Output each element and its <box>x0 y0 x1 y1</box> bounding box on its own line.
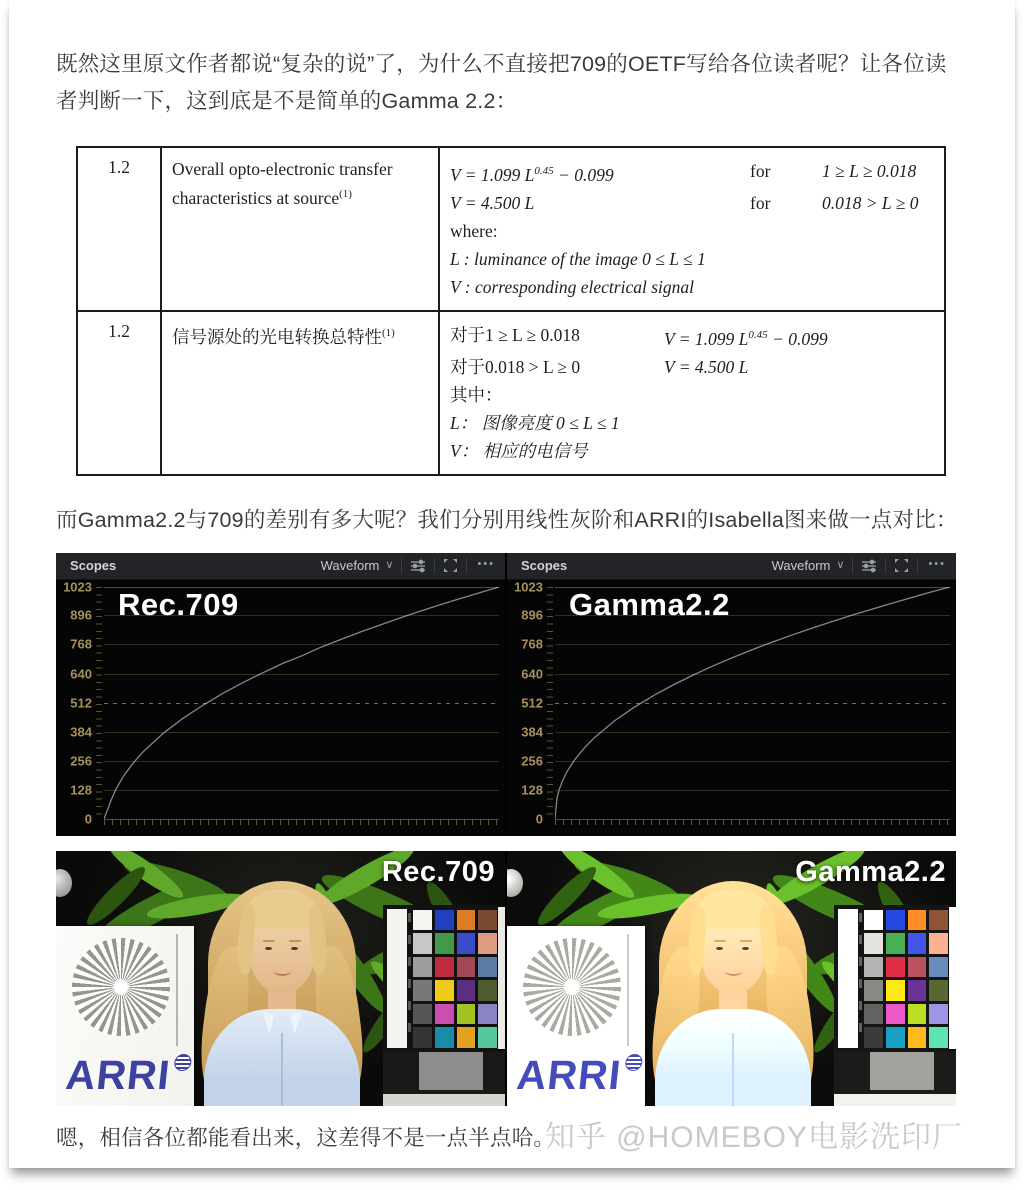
color-chip <box>864 957 883 978</box>
signal-definition-cn: V： 相应的电信号 <box>450 440 588 461</box>
color-chip <box>413 957 432 978</box>
y-tick-label: 768 <box>70 636 92 652</box>
isabella-comparison <box>56 851 956 1106</box>
scope-title: Scopes <box>70 558 117 574</box>
image-label-gamma22: Gamma2.2 <box>795 855 946 888</box>
color-chip <box>929 957 948 978</box>
scope-panel-rec709 <box>56 553 505 836</box>
color-chip <box>886 910 905 931</box>
paragraph-comparison: 而Gamma2.2与709的差别有多大呢？我们分别用线性灰阶和ARRI的Isabella图来做一点对比： <box>56 507 958 532</box>
y-tick-label: 512 <box>70 695 92 711</box>
scope-title: Scopes <box>521 558 568 574</box>
divider <box>401 558 402 574</box>
color-chip <box>929 980 948 1001</box>
clause-title-cn: 信号源处的光电转换总特性$^{(1)}$ <box>161 311 439 475</box>
color-chip <box>435 1004 454 1025</box>
arri-logo: ARRI <box>515 1052 644 1099</box>
chart-stand <box>419 1052 483 1090</box>
color-chip <box>929 1004 948 1025</box>
y-axis-minor-ticks <box>547 587 553 819</box>
color-chip <box>457 933 476 954</box>
scope-header <box>507 553 956 580</box>
condition-1-cn: 对于1 ≥ L ≥ 0.018 <box>450 324 580 345</box>
article-page <box>9 0 1015 1168</box>
color-chip <box>908 1027 927 1048</box>
color-chip <box>457 1027 476 1048</box>
y-tick-label: 128 <box>70 782 92 798</box>
clause-number: 1.2 <box>77 311 161 475</box>
y-tick-label: 896 <box>70 607 92 623</box>
color-chip <box>478 933 497 954</box>
footnote-marker: (1) <box>382 326 395 339</box>
color-chip <box>413 1004 432 1025</box>
color-chip <box>435 910 454 931</box>
scope-header <box>56 553 505 580</box>
for-keyword: for <box>750 192 771 213</box>
isabella-image-rec709 <box>56 851 505 1106</box>
oetf-spec-table <box>76 146 946 476</box>
zhihu-watermark: 知乎 @HOMEBOY电影洗印厂 <box>544 1121 963 1154</box>
y-tick-label: 0 <box>84 811 92 827</box>
color-chip <box>929 910 948 931</box>
chevron-down-icon: ∨ <box>385 558 394 571</box>
y-tick-label: 1023 <box>63 579 92 595</box>
color-chip <box>908 933 927 954</box>
chart-stand <box>870 1052 934 1090</box>
paragraph-conclusion: 嗯，相信各位都能看出来，这差得不是一点半点哈。 <box>56 1125 556 1150</box>
color-chip <box>413 933 432 954</box>
color-chip <box>435 957 454 978</box>
color-chip <box>864 980 883 1001</box>
y-tick-label: 256 <box>70 753 92 769</box>
colorchecker-chart <box>381 901 505 1106</box>
y-tick-label: 640 <box>521 666 543 681</box>
divider <box>917 558 918 574</box>
luminance-definition-cn: L： 图像亮度 0 ≤ L ≤ 1 <box>450 412 620 433</box>
waveform-label: Rec.709 <box>118 586 239 622</box>
table-row-chinese <box>77 311 945 475</box>
y-tick-label: 256 <box>521 753 543 769</box>
y-axis <box>507 579 545 827</box>
footnote-marker: (1) <box>339 188 352 200</box>
y-tick-label: 512 <box>521 695 543 711</box>
colorchecker-grid <box>413 910 497 1048</box>
divider <box>434 558 435 574</box>
arri-emblem-icon <box>625 1054 644 1071</box>
divider <box>852 558 853 574</box>
color-chip <box>435 980 454 1001</box>
color-chip <box>886 933 905 954</box>
condition-1: 1 ≥ L ≥ 0.018 <box>822 161 917 181</box>
waveform-mode-dropdown[interactable]: Waveform ∨ <box>771 558 845 574</box>
color-chip <box>478 1027 497 1048</box>
color-chip <box>886 980 905 1001</box>
colorchecker-grid <box>864 910 948 1048</box>
color-chip <box>457 910 476 931</box>
y-tick-label: 128 <box>521 782 543 798</box>
siemens-star <box>72 938 170 1036</box>
color-chip <box>908 910 927 931</box>
scopes-panels <box>56 553 956 836</box>
paragraph-intro: 既然这里原文作者都说“复杂的说”了，为什么不直接把709的OETF写给各位读者呢？让各位读者判断一下，这到底是不是简单的Gamma 2.2： <box>56 52 947 113</box>
y-tick-label: 384 <box>521 724 543 740</box>
color-chip <box>864 1004 883 1025</box>
more-options-icon[interactable]: ••• <box>928 557 946 570</box>
color-chip <box>908 1004 927 1025</box>
isabella-image-gamma22 <box>507 851 956 1106</box>
clause-title-en: Overall opto-electronic transfer characteristics at source$^{(1)}$ <box>161 147 439 311</box>
color-chip <box>478 980 497 1001</box>
colorchecker-chart <box>832 901 956 1106</box>
formula-2: V = 4.500 L <box>450 192 535 213</box>
for-keyword: for <box>750 161 771 181</box>
color-chip <box>929 933 948 954</box>
color-chip <box>886 957 905 978</box>
y-tick-label: 0 <box>535 811 543 827</box>
color-chip <box>478 957 497 978</box>
color-chip <box>413 1027 432 1048</box>
y-tick-label: 1023 <box>514 579 543 595</box>
luminance-definition: L : luminance of the image 0 ≤ L ≤ 1 <box>450 248 706 269</box>
color-chip <box>886 1027 905 1048</box>
waveform-mode-dropdown[interactable]: Waveform ∨ <box>320 558 394 574</box>
color-chip <box>457 980 476 1001</box>
color-chip <box>864 933 883 954</box>
arri-logo: ARRI <box>64 1052 193 1099</box>
formula-1: V = 1.099 $L^{0.45} - 0.099$ <box>450 164 614 185</box>
color-chip <box>908 957 927 978</box>
formula-1: V = 1.099 $L^{0.45} - 0.099$ <box>664 328 828 349</box>
color-chip <box>457 1004 476 1025</box>
x-axis-ticks <box>104 820 499 825</box>
scope-settings-icon[interactable] <box>861 559 877 573</box>
siemens-star-card <box>56 926 194 1106</box>
expand-icon[interactable] <box>894 558 909 573</box>
clause-body-en <box>439 147 945 311</box>
color-chip <box>929 1027 948 1048</box>
condition-2-cn: 对于0.018 > L ≥ 0 <box>450 356 581 377</box>
color-chip <box>886 1004 905 1025</box>
y-tick-label: 640 <box>70 666 92 681</box>
condition-2: 0.018 > L ≥ 0 <box>822 192 919 213</box>
color-chip <box>413 910 432 931</box>
y-tick-label: 384 <box>70 724 92 740</box>
table-row-english <box>77 147 945 311</box>
color-chip <box>864 1027 883 1048</box>
color-chip <box>478 910 497 931</box>
expand-icon[interactable] <box>443 558 458 573</box>
clause-body-cn <box>439 311 945 475</box>
signal-definition: V : corresponding electrical signal <box>450 276 695 297</box>
waveform-label: Gamma2.2 <box>569 586 730 622</box>
waveform-display <box>56 580 505 836</box>
where-label: where: <box>450 220 498 241</box>
formula-2: V = 4.500 L <box>664 356 749 377</box>
waveform-display <box>507 580 956 836</box>
y-axis-minor-ticks <box>96 587 102 819</box>
more-options-icon[interactable]: ••• <box>477 557 495 570</box>
y-tick-label: 768 <box>521 636 543 652</box>
color-chip <box>413 980 432 1001</box>
color-chip <box>457 957 476 978</box>
y-tick-label: 896 <box>521 607 543 623</box>
divider <box>466 558 467 574</box>
scope-panel-gamma22 <box>507 553 956 836</box>
scope-settings-icon[interactable] <box>410 559 426 573</box>
chevron-down-icon: ∨ <box>836 558 845 571</box>
arri-emblem-icon <box>174 1054 193 1071</box>
image-label-rec709: Rec.709 <box>381 855 495 888</box>
clause-number: 1.2 <box>77 147 161 311</box>
color-chip <box>864 910 883 931</box>
where-label-cn: 其中： <box>450 384 503 405</box>
color-chip <box>908 980 927 1001</box>
color-chip <box>435 1027 454 1048</box>
siemens-star-card <box>507 926 645 1106</box>
x-axis-ticks <box>555 820 950 825</box>
siemens-star <box>523 938 621 1036</box>
divider <box>885 558 886 574</box>
color-chip <box>435 933 454 954</box>
color-chip <box>478 1004 497 1025</box>
y-axis <box>56 579 94 827</box>
